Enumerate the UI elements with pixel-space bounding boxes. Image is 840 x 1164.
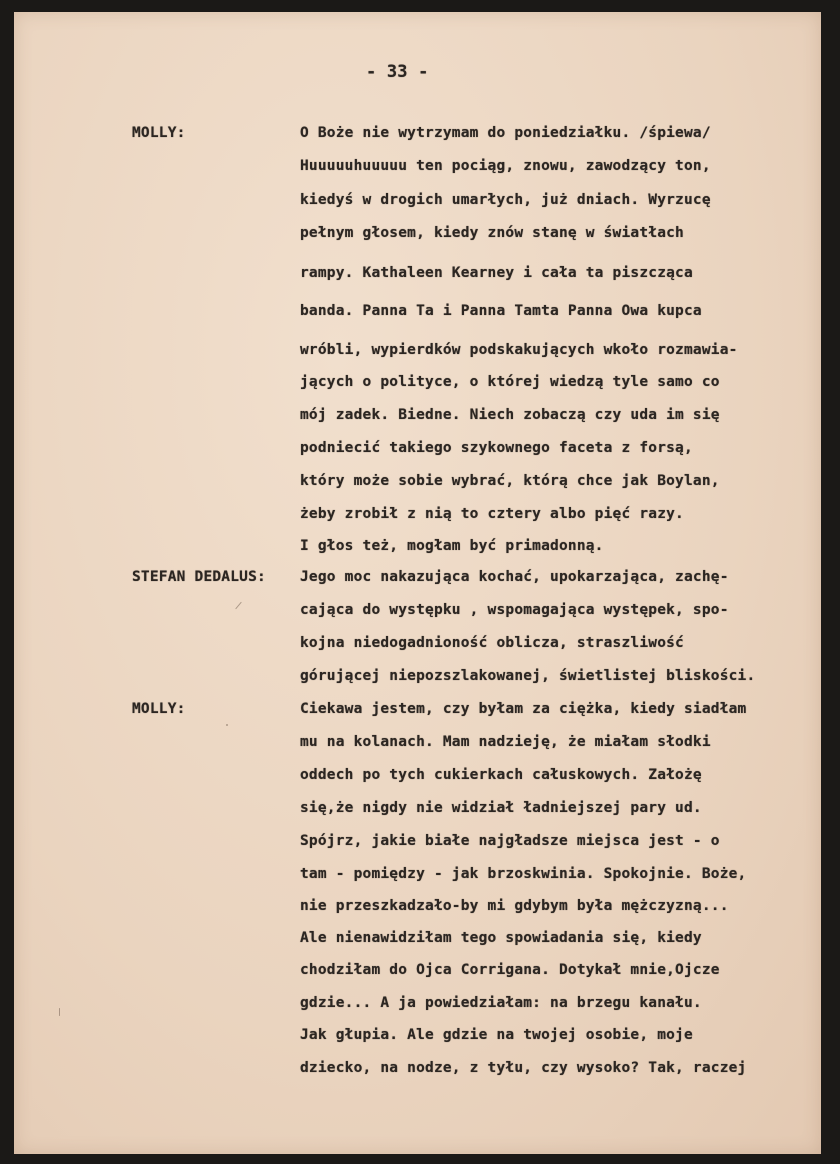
text-line: I głos też, mogłam być primadonną. bbox=[300, 538, 604, 554]
text-line: O Boże nie wytrzymam do poniedziałku. /śpiewa/ bbox=[300, 125, 711, 141]
typewritten-page bbox=[14, 12, 821, 1154]
text-line: Spójrz, jakie białe najgładsze miejsca jest - o bbox=[300, 833, 720, 849]
text-line: rampy. Kathaleen Kearney i cała ta piszcząca bbox=[300, 265, 693, 281]
text-line: nie przeszkadzało-by mi gdybym była mężczyzną... bbox=[300, 898, 729, 914]
text-line: żeby zrobił z nią to cztery albo pięć razy. bbox=[300, 506, 684, 522]
text-line: podniecić takiego szykownego faceta z forsą, bbox=[300, 440, 693, 456]
speaker-stefan-dedalus: STEFAN DEDALUS: bbox=[132, 569, 266, 585]
text-line: Ale nienawidziłam tego spowiadania się, kiedy bbox=[300, 930, 702, 946]
text-line: który może sobie wybrać, którą chce jak Boylan, bbox=[300, 473, 720, 489]
text-line: Ciekawa jestem, czy byłam za ciężka, kiedy siadłam bbox=[300, 701, 747, 717]
paper-speck bbox=[59, 1008, 60, 1016]
text-line: Huuuuuhuuuuu ten pociąg, znowu, zawodzący ton, bbox=[300, 158, 711, 174]
speaker-molly: MOLLY: bbox=[132, 701, 186, 717]
page-number: - 33 - bbox=[366, 62, 429, 82]
text-line: pełnym głosem, kiedy znów stanę w światłach bbox=[300, 225, 684, 241]
text-line: banda. Panna Ta i Panna Tamta Panna Owa kupca bbox=[300, 303, 702, 319]
text-line: tam - pomiędzy - jak brzoskwinia. Spokojnie. Boże, bbox=[300, 866, 747, 882]
text-line: Jak głupia. Ale gdzie na twojej osobie, moje bbox=[300, 1027, 693, 1043]
text-line: Jego moc nakazująca kochać, upokarzająca, zachę- bbox=[300, 569, 729, 585]
text-line: mój zadek. Biedne. Niech zobaczą czy uda im się bbox=[300, 407, 720, 423]
text-line: górującej niepozszlakowanej, świetlistej bliskości. bbox=[300, 668, 756, 684]
speaker-molly: MOLLY: bbox=[132, 125, 186, 141]
text-line: wróbli, wypierdków podskakujących wkoło rozmawia- bbox=[300, 342, 738, 358]
text-line: gdzie... A ja powiedziałam: na brzegu kanału. bbox=[300, 995, 702, 1011]
text-line: mu na kolanach. Mam nadzieję, że miałam słodki bbox=[300, 734, 711, 750]
text-line: dziecko, na nodze, z tyłu, czy wysoko? Tak, raczej bbox=[300, 1060, 747, 1076]
paper-speck bbox=[226, 724, 228, 726]
text-line: kojna niedogadnioność oblicza, straszliwość bbox=[300, 635, 684, 651]
text-line: jących o polityce, o której wiedzą tyle samo co bbox=[300, 374, 720, 390]
text-line: oddech po tych cukierkach całuskowych. Założę bbox=[300, 767, 702, 783]
text-line: cająca do występku , wspomagająca występek, spo- bbox=[300, 602, 729, 618]
paper-speck bbox=[235, 602, 242, 610]
text-line: chodziłam do Ojca Corrigana. Dotykał mnie,Ojcze bbox=[300, 962, 720, 978]
text-line: się,że nigdy nie widział ładniejszej pary ud. bbox=[300, 800, 702, 816]
text-line: kiedyś w drogich umarłych, już dniach. Wyrzucę bbox=[300, 192, 711, 208]
